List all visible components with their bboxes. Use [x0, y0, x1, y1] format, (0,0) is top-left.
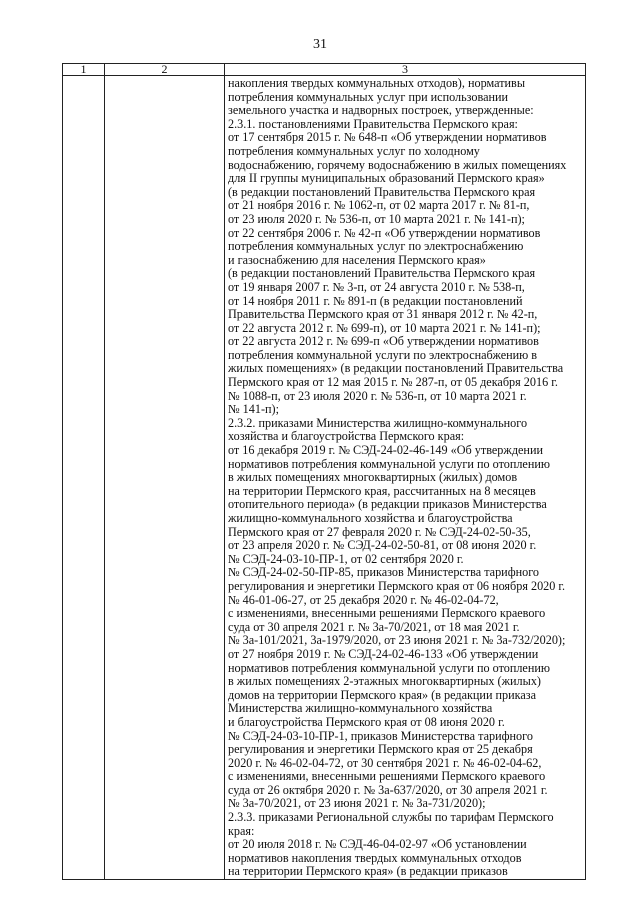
- text-line: домов на территории Пермского края» (в редакции приказа: [228, 688, 537, 702]
- text-line: Пермского края от 12 мая 2015 г. № 287-п, от 05 декабря 2016 г.: [228, 376, 558, 390]
- column-3-text: [225, 76, 585, 879]
- text-line: Правительства Пермского края от 31 января 2012 г. № 42-п,: [228, 308, 538, 322]
- text-line: потребления коммунальных услуг по электроснабжению: [228, 240, 524, 254]
- text-line: от 20 июля 2018 г. № СЭД-46-04-02-97 «Об установлении: [228, 838, 527, 852]
- text-line: края:: [228, 824, 255, 838]
- column-header-2: 2: [105, 64, 225, 76]
- text-line: жилых помещениях» (в редакции постановлений Правительства: [228, 362, 564, 376]
- text-line: регулирования и энергетики Пермского края от 06 ноября 2020 г.: [228, 579, 566, 593]
- text-line: земельного участка и надворных построек, утвержденные:: [228, 104, 534, 118]
- text-line: хозяйства и благоустройства Пермского края:: [228, 430, 465, 444]
- text-line: № СЭД-24-02-50-ПР-85, приказов Министерства тарифного: [228, 566, 540, 580]
- text-line: с изменениями, внесенными решениями Пермского краевого: [228, 770, 546, 784]
- text-line: (в редакции постановлений Правительства Пермского края: [228, 267, 536, 281]
- text-line: от 22 сентября 2006 г. № 42-п «Об утверждении нормативов: [228, 226, 541, 240]
- text-line: № 46-01-06-27, от 25 декабря 2020 г. № 46-02-04-72,: [228, 593, 499, 607]
- document-table: [62, 63, 586, 880]
- page-number: 31: [313, 37, 327, 52]
- text-line: на территории Пермского края, рассчитанных на 8 месяцев: [228, 484, 536, 498]
- text-line: 2.3.1. постановлениями Правительства Пермского края:: [228, 117, 518, 131]
- column-2-cell: [105, 76, 225, 880]
- column-header-1: 1: [63, 64, 105, 76]
- text-line: от 16 декабря 2019 г. № СЭД-24-02-46-149 «Об утверждении: [228, 444, 543, 458]
- text-line: № СЭД-24-03-10-ПР-1, приказов Министерства тарифного: [228, 729, 533, 743]
- text-line: в жилых помещениях 2-этажных многоквартирных (жилых): [228, 675, 541, 689]
- text-line: нормативов потребления коммунальной услуги по отоплению: [228, 661, 550, 675]
- text-line: суда от 26 октября 2020 г. № 3а-637/2020, от 30 апреля 2021 г.: [228, 783, 548, 797]
- text-line: регулирования и энергетики Пермского края от 25 декабря: [228, 743, 533, 757]
- text-line: и благоустройства Пермского края от 08 июня 2020 г.: [228, 715, 505, 729]
- text-line: от 23 апреля 2020 г. № СЭД-24-02-50-81, от 08 июня 2020 г.: [228, 539, 537, 553]
- column-header-3: 3: [225, 64, 586, 76]
- text-line: потребления коммунальных услуг при использовании: [228, 90, 509, 104]
- text-line: от 19 января 2007 г. № 3-п, от 24 августа 2010 г. № 538-п,: [228, 280, 525, 294]
- text-line: 2.3.2. приказами Министерства жилищно-коммунального: [228, 416, 528, 430]
- text-line: с изменениями, внесенными решениями Пермского краевого: [228, 607, 546, 621]
- text-line: нормативов потребления коммунальной услуги по отоплению: [228, 457, 550, 471]
- text-line: водоснабжению, горячему водоснабжению в жилых помещениях: [228, 158, 567, 172]
- text-line: потребления коммунальной услуги по электроснабжению в: [228, 348, 538, 362]
- text-line: накопления твердых коммунальных отходов), нормативы: [228, 77, 526, 90]
- text-line: на территории Пермского края» (в редакции приказов: [228, 865, 508, 879]
- text-line: Пермского края от 27 февраля 2020 г. № СЭД-24-02-50-35,: [228, 525, 531, 539]
- text-line: потребления коммунальных услуг по холодному: [228, 144, 480, 158]
- text-line: № 3а-101/2021, 3а-1979/2020, от 23 июня 2021 г. № 3а-732/2020);: [228, 634, 566, 648]
- text-line: 2020 г. № 46-02-04-72, от 30 сентября 2021 г. № 46-02-04-62,: [228, 756, 542, 770]
- text-line: от 23 июля 2020 г. № 536-п, от 10 марта 2021 г. № 141-п);: [228, 212, 525, 226]
- text-line: № СЭД-24-03-10-ПР-1, от 02 сентября 2020 г.: [228, 552, 464, 566]
- text-line: от 21 ноября 2016 г. № 1062-п, от 02 марта 2017 г. № 81-п,: [228, 199, 530, 213]
- text-line: нормативов накопления твердых коммунальных отходов: [228, 851, 522, 865]
- text-line: жилищно-коммунального хозяйства и благоустройства: [228, 512, 513, 525]
- text-line: и газоснабжению для населения Пермского края»: [228, 253, 486, 267]
- column-3-cell: [225, 76, 586, 880]
- table-header-row: [63, 64, 586, 76]
- text-line: от 14 ноября 2011 г. № 891-п (в редакции постановлений: [228, 294, 523, 308]
- text-line: от 17 сентября 2015 г. № 648-п «Об утверждении нормативов: [228, 131, 547, 145]
- text-line: (в редакции постановлений Правительства Пермского края: [228, 185, 536, 199]
- text-line: для II группы муниципальных образований Пермского края»: [228, 172, 545, 186]
- table-row: [63, 76, 586, 880]
- text-line: от 22 августа 2012 г. № 699-п «Об утверждении нормативов: [228, 335, 539, 349]
- text-line: 2.3.3. приказами Региональной службы по тарифам Пермского: [228, 811, 554, 825]
- text-line: суда от 30 апреля 2021 г. № 3а-70/2021, от 18 мая 2021 г.: [228, 620, 520, 634]
- text-line: № 1088-п, от 23 июля 2020 г. № 536-п, от 10 марта 2021 г.: [228, 389, 527, 403]
- text-line: от 22 августа 2012 г. № 699-п), от 10 марта 2021 г. № 141-п);: [228, 321, 541, 335]
- text-line: от 27 ноября 2019 г. № СЭД-24-02-46-133 «Об утверждении: [228, 647, 539, 661]
- text-line: в жилых помещениях многоквартирных (жилых) домов: [228, 471, 518, 485]
- text-line: отопительного периода» (в редакции приказов Министерства: [228, 498, 547, 512]
- text-line: № 141-п);: [228, 403, 279, 417]
- text-line: № 3а-70/2021, от 23 июня 2021 г. № 3а-731/2020);: [228, 797, 486, 811]
- column-1-cell: [63, 76, 105, 880]
- text-line: Министерства жилищно-коммунального хозяйства: [228, 702, 493, 716]
